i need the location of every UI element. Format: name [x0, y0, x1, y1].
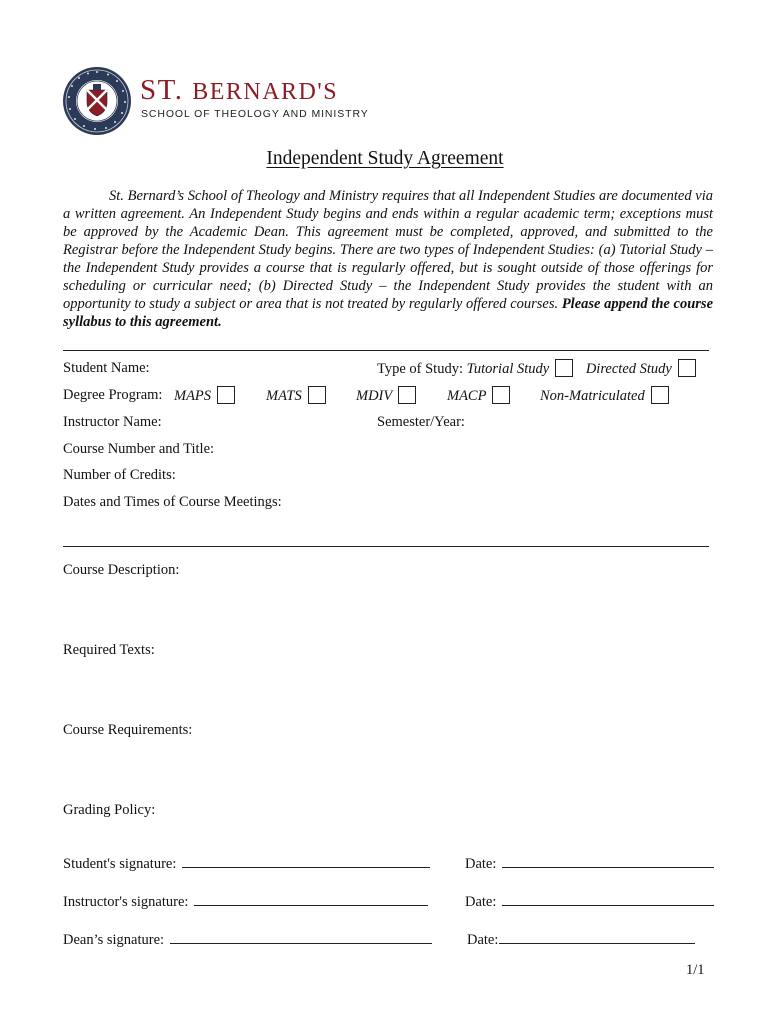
degree-option-macp: MACP — [447, 386, 510, 405]
mats-checkbox[interactable] — [308, 386, 326, 404]
instructor-date-line[interactable] — [502, 892, 714, 906]
divider-top — [63, 350, 709, 351]
student-date-label: Date: — [465, 856, 497, 872]
school-name — [140, 76, 338, 105]
student-name-label: Student Name: — [63, 360, 150, 376]
non-matriculated-checkbox[interactable] — [651, 386, 669, 404]
dean-date-line[interactable] — [499, 930, 695, 944]
instructor-date-row — [465, 892, 714, 911]
macp-checkbox[interactable] — [492, 386, 510, 404]
course-requirements-label: Course Requirements: — [63, 722, 193, 738]
dean-signature-line[interactable] — [170, 930, 432, 944]
dean-signature-label: Dean’s signature: — [63, 932, 165, 948]
school-name-prefix: ST. — [140, 74, 184, 106]
dean-date-row — [467, 930, 695, 949]
degree-option-mats: MATS — [266, 386, 326, 405]
instructor-signature-line[interactable] — [194, 892, 428, 906]
instructor-signature-label: Instructor's signature: — [63, 894, 189, 910]
divider-middle — [63, 546, 709, 547]
course-number-title-label: Course Number and Title: — [63, 441, 215, 457]
grading-policy-label: Grading Policy: — [63, 802, 156, 818]
semester-year-label: Semester/Year: — [377, 414, 465, 430]
school-seal-logo — [62, 66, 132, 136]
dean-signature-row — [63, 930, 432, 949]
degree-option-mdiv: MDIV — [356, 386, 416, 405]
degree-program-label: Degree Program: — [63, 387, 163, 403]
directed-study-label: Directed Study — [585, 361, 672, 377]
type-of-study-label: Type of Study: — [377, 361, 463, 377]
type-of-study-row — [377, 359, 696, 378]
document-title: Independent Study Agreement — [266, 148, 504, 169]
maps-checkbox[interactable] — [217, 386, 235, 404]
intro-text: St. Bernard’s School of Theology and Ministry requires that all Independent Studies are documented via a written agreement. An Independent Study begins and ends within a regular academic term; exceptions must be approved by the Academic Dean. This agreement must be completed, approved, and submitted to the Registrar before the Independent Study begins. There are two types of Independent Studies: (a) Tutorial Study – the Independent Study provides a course that is regularly offered, but is sought outside of those offerings for scheduling or curricular need; (b) Directed Study – the Independent Study provides the student with an opportunity to study a subject or area that is not treated by regularly offered courses. — [63, 188, 713, 312]
instructor-name-label: Instructor Name: — [63, 414, 162, 430]
degree-option-maps: MAPS — [174, 386, 235, 405]
tutorial-study-checkbox[interactable] — [555, 359, 573, 377]
degree-option-non-matriculated: Non-Matriculated — [540, 386, 669, 405]
student-signature-line[interactable] — [182, 854, 430, 868]
intro-emphasis: Please append the course syllabus to this agreement. — [63, 296, 714, 330]
student-date-row — [465, 854, 714, 873]
required-texts-label: Required Texts: — [63, 642, 155, 658]
directed-study-checkbox[interactable] — [678, 359, 696, 377]
student-date-line[interactable] — [502, 854, 714, 868]
dean-date-label: Date: — [467, 932, 499, 948]
tutorial-study-label: Tutorial Study — [466, 361, 550, 377]
student-signature-row — [63, 854, 430, 873]
school-name-main: BERNARD'S — [192, 79, 339, 105]
mdiv-checkbox[interactable] — [398, 386, 416, 404]
page-number: 1/1 — [686, 962, 705, 978]
student-signature-label: Student's signature: — [63, 856, 177, 872]
school-subtitle: SCHOOL OF THEOLOGY AND MINISTRY — [141, 108, 369, 120]
dates-times-label: Dates and Times of Course Meetings: — [63, 494, 282, 510]
number-of-credits-label: Number of Credits: — [63, 467, 176, 483]
instructor-signature-row — [63, 892, 428, 911]
intro-paragraph — [63, 187, 713, 331]
course-description-label: Course Description: — [63, 562, 180, 578]
instructor-date-label: Date: — [465, 894, 497, 910]
